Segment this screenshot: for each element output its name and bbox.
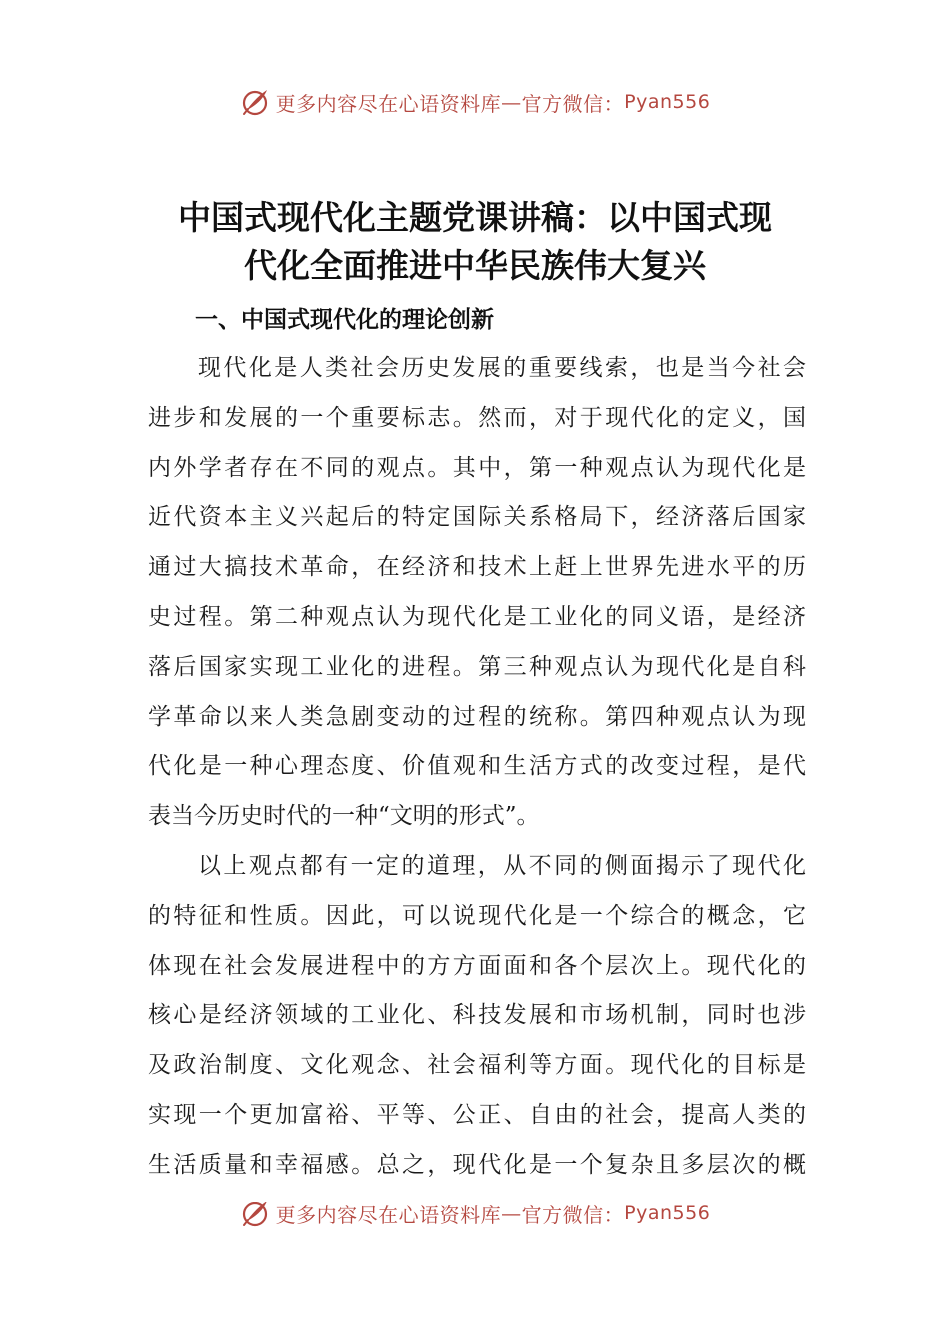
text-line: 以上观点都有一定的道理，从不同的侧面揭示了现代化: [198, 852, 806, 879]
feather-pen-logo-icon: [240, 87, 270, 117]
feather-pen-logo-icon: [240, 1202, 270, 1228]
watermark-dash: —: [501, 90, 522, 114]
text-line: 近代资本主义兴起后的特定国际关系格局下，经济落后国家: [148, 504, 806, 531]
text-line: 学革命以来人类急剧变动的过程的统称。第四种观点认为现: [148, 703, 806, 730]
title-line: 中国式现代化主题党课讲稿：以中国式现: [178, 198, 772, 237]
text-line: 体现在社会发展进程中的方方面面和各个层次上。现代化的: [148, 952, 806, 979]
document-body: [148, 344, 806, 1191]
watermark-wechat-label: 官方微信：: [521, 1202, 625, 1227]
watermark-wechat-id: Pyan556: [624, 91, 711, 113]
text-line: 进步和发展的一个重要标志。然而，对于现代化的定义，国: [148, 404, 806, 431]
text-line: 的特征和性质。因此，可以说现代化是一个综合的概念，它: [148, 902, 806, 929]
paragraph: [148, 344, 806, 842]
text-line: 核心是经济领域的工业化、科技发展和市场机制，同时也涉: [148, 1002, 806, 1029]
watermark-wechat-label: 官方微信：: [521, 91, 625, 116]
watermark-dash: —: [501, 1202, 522, 1225]
watermark-wechat-id: Pyan556: [624, 1202, 711, 1224]
text-line: 史过程。第二种观点认为现代化是工业化的同义语，是经济: [148, 603, 806, 630]
text-line: 表当今历史时代的一种“文明的形式”。: [148, 803, 540, 830]
watermark-footer: [0, 1202, 950, 1236]
text-line: 代化是一种心理态度、价值观和生活方式的改变过程，是代: [148, 753, 806, 780]
section-heading: 一、中国式现代化的理论创新: [195, 307, 494, 333]
document-title: [0, 194, 950, 290]
text-line: 通过大搞技术革命，在经济和技术上赶上世界先进水平的历: [148, 554, 806, 581]
watermark-header: [0, 82, 950, 122]
watermark-text: 更多内容尽在心语资料库: [275, 1202, 502, 1227]
text-line: 及政治制度、文化观念、社会福利等方面。现代化的目标是: [148, 1052, 806, 1079]
paragraph: [148, 842, 806, 1191]
watermark-text: 更多内容尽在心语资料库: [275, 91, 502, 116]
text-line: 内外学者存在不同的观点。其中，第一种观点认为现代化是: [148, 454, 806, 481]
text-line: 落后国家实现工业化的进程。第三种观点认为现代化是自科: [148, 653, 806, 680]
title-line: 代化全面推进中华民族伟大复兴: [244, 246, 706, 285]
text-line: 现代化是人类社会历史发展的重要线索，也是当今社会: [198, 355, 806, 381]
text-line: 实现一个更加富裕、平等、公正、自由的社会，提高人类的: [148, 1101, 806, 1128]
text-line: 生活质量和幸福感。总之，现代化是一个复杂且多层次的概: [148, 1151, 806, 1178]
